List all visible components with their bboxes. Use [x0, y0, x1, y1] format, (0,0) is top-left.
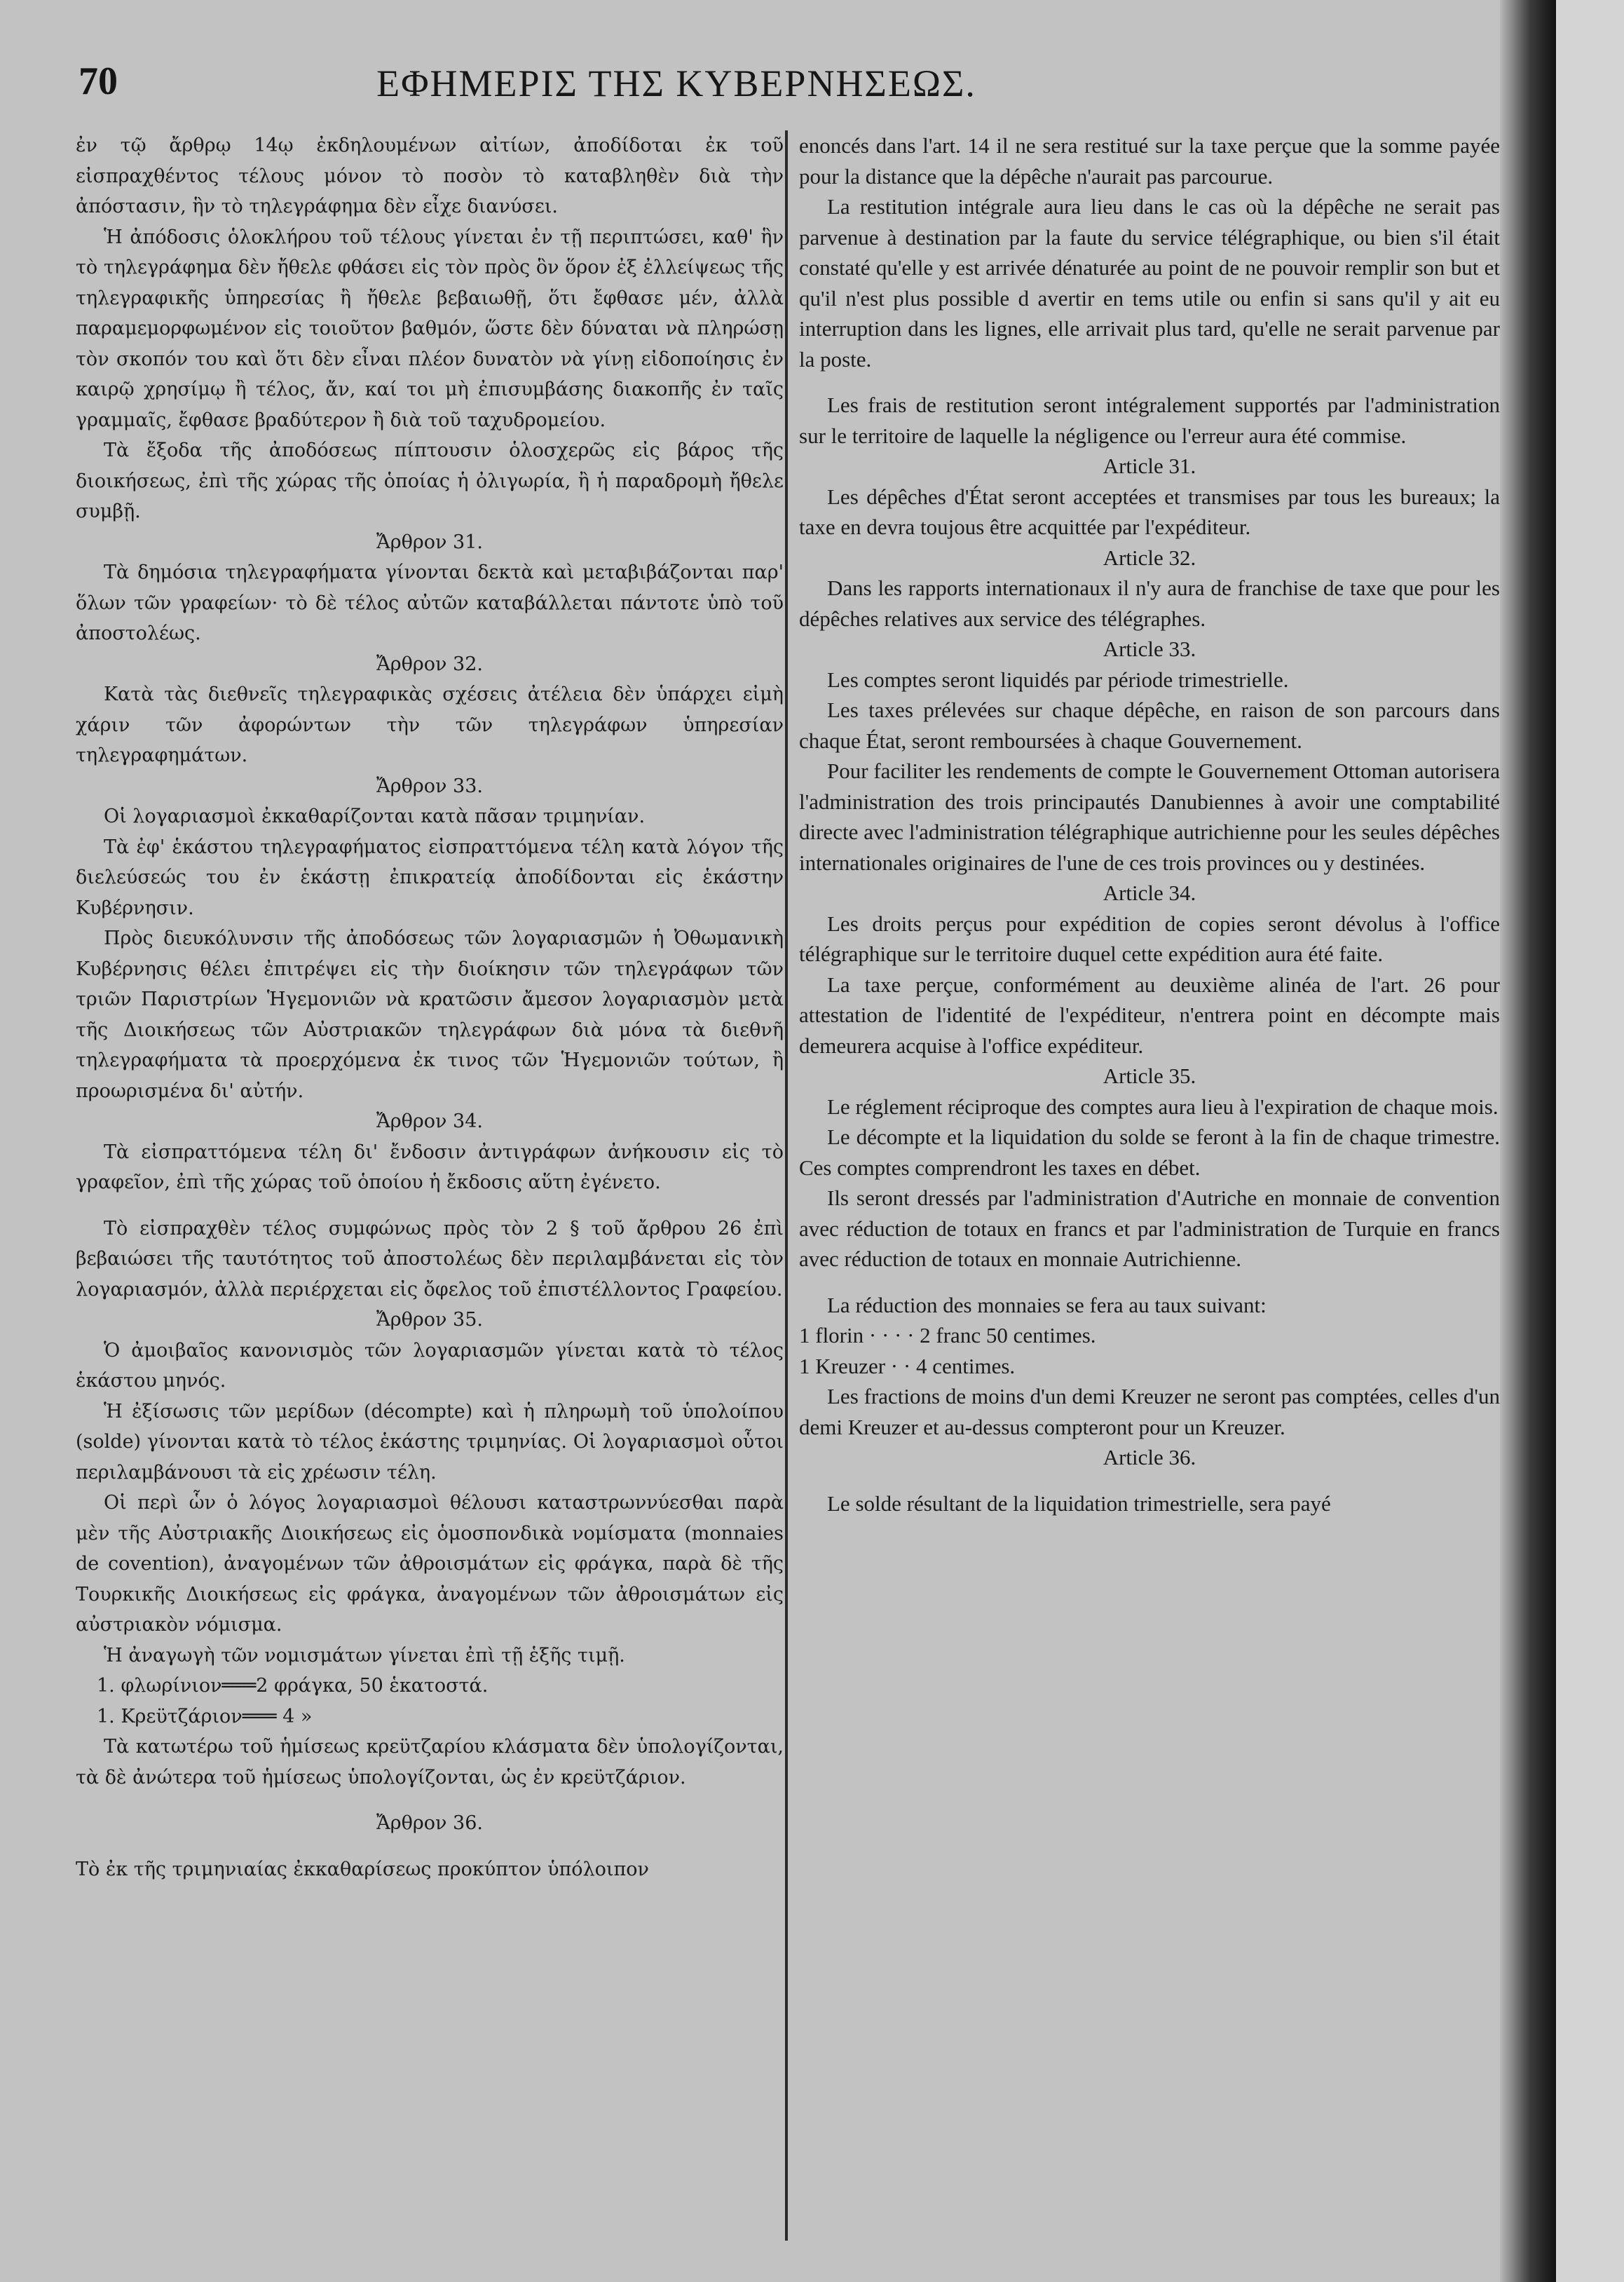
greek-paragraph: Τὰ ἔξοδα τῆς ἀποδόσεως πίπτουσιν ὁλοσχερῶς εἰς βάρος τῆς διοικήσεως, ἐπὶ τῆς χώρας τῆς ὁποίας ἡ ὀλιγωρία, ἢ ἡ παραδρομὴ ἤθελε συμβῇ.: [76, 440, 784, 522]
greek-paragraph: Οἱ λογαριασμοὶ ἐκκαθαρίζονται κατὰ πᾶσαν τριμηνίαν.: [104, 806, 646, 827]
french-paragraph: Les taxes prélevées sur chaque dépêche, en raison de son parcours dans chaque État, seront remboursées à chaque Gouvernement.: [799, 698, 1500, 753]
spacer: [799, 374, 1500, 390]
french-paragraph: enoncés dans l'art. 14 il ne sera restitué sur la taxe perçue que la somme payée pour la distance que la dépêche n'aurait pas parcourue.: [799, 133, 1500, 189]
french-paragraph: La réduction des monnaies se fera au taux suivant:: [827, 1292, 1267, 1317]
french-paragraph: Dans les rapports internationaux il n'y aura de franchise de taxe que pour les dépêches relatives aux service des télégraphes.: [799, 576, 1500, 631]
french-paragraph: Les frais de restitution seront intégralement supportés par l'administration sur le territoire de laquelle la négligence ou l'erreur aura été commise.: [799, 393, 1500, 448]
page-number: 70: [79, 60, 118, 103]
spacer: [76, 1198, 784, 1214]
greek-article-heading: Ἄρθρον 31.: [376, 531, 483, 553]
spacer: [799, 1473, 1500, 1488]
french-paragraph: Le décompte et la liquidation du solde se feront à la fin de chaque trimestre. Ces comptes comprendront les taxes en débet.: [799, 1125, 1500, 1180]
french-paragraph: La taxe perçue, conformément au deuxième alinéa de l'art. 26 pour attestation de l'identité de l'expéditeur, n'entrera point en décompte mais demeurera acquise à l'office expéditeur.: [799, 972, 1500, 1058]
greek-article-heading: Ἄρθρον 36.: [376, 1812, 483, 1834]
column-divider: [785, 130, 788, 2241]
french-paragraph: Les droits perçus pour expédition de copies seront dévolus à l'office télégraphique sur le territoire duquel cette expédition aura été faite.: [799, 911, 1500, 966]
french-paragraph: Le solde résultant de la liquidation trimestrielle, sera payé: [827, 1490, 1331, 1516]
greek-paragraph: Τὰ δημόσια τηλεγραφήματα γίνονται δεκτὰ καὶ μεταβιβάζονται παρ' ὅλων τῶν γραφείων· τὸ δὲ τέλος αὐτῶν καταβάλλεται πάντοτε ὑπὸ τοῦ ἀποστολέως.: [76, 562, 784, 644]
greek-article-heading: Ἄρθρον 34.: [376, 1111, 483, 1132]
greek-paragraph: ἐν τῷ ἄρθρῳ 14ῳ ἐκδηλουμένων αἰτίων, ἀποδίδοται ἐκ τοῦ εἰσπραχθέντος τέλους μόνον τὸ ποσὸν τὸ καταβληθὲν διὰ τὴν ἀπόστασιν, ἣν τὸ τηλεγράφημα δὲν εἶχε διανύσει.: [76, 135, 784, 217]
greek-paragraph: Ἡ ἐξίσωσις τῶν μερίδων (décompte) καὶ ἡ πληρωμὴ τοῦ ὑπολοίπου (solde) γίνονται κατὰ τὸ τέλος ἑκάστης τριμηνίας. Οἱ λογαριασμοὶ οὗτοι περιλαμβάνουσι τὰ εἰς χρέωσιν τέλη.: [76, 1400, 784, 1483]
adjacent-page-edge: [1556, 0, 1624, 2282]
french-paragraph: La restitution intégrale aura lieu dans le cas où la dépêche ne serait pas parvenue à destination par la faute du service télégraphique, ou bien s'il était constaté qu'elle y est arrivée dénaturée au point de ne pouvoir remplir son but et qu'il n'est plus possible d avertir en tems utile ou enfin si sans qu'il y ait eu interruption dans les lignes, elle arrivait plus tard, qu'elle ne serait parvenue par la poste.: [799, 194, 1500, 372]
greek-paragraph: Οἱ περὶ ὧν ὁ λόγος λογαριασμοὶ θέλουσι καταστρωννύεσθαι παρὰ μὲν τῆς Αὐστριακῆς Διοικήσεως εἰς ὁμοσπονδικὰ νομίσματα (monnaies de covention), ἀναγομένων τῶν ἀθροισμάτων εἰς φράγκα, παρὰ δὲ τῆς Τουρκικῆς Διοικήσεως εἰς φράγκα, ἀναγομένων τῶν ἀθροισμάτων εἰς αὐστριακὸν νόμισμα.: [76, 1492, 784, 1636]
greek-paragraph: Κατὰ τὰς διεθνεῖς τηλεγραφικὰς σχέσεις ἀτέλεια δὲν ὑπάρχει εἰμὴ χάριν τῶν ἀφορώντων τὴν τῶν τηλεγράφων ὑπηρεσίαν τηλεγραφημάτων.: [76, 684, 784, 766]
french-article-heading: Article 35.: [1103, 1064, 1196, 1088]
greek-paragraph: Πρὸς διευκόλυνσιν τῆς ἀποδόσεως τῶν λογαριασμῶν ἡ Ὀθωμανικὴ Κυβέρνησις θέλει ἐπιτρέψει εἰς τὴν διοίκησιν τῶν τηλεγράφων τῶν τριῶν Παριστρίων Ἡγεμονιῶν νὰ κρατῶσιν ἄμεσον λογαριασμὸν μετὰ τῆς Διοικήσεως τῶν Αὐστριακῶν τηλεγράφων διὰ μόνα τὰ διεθνῆ τηλεγραφήματα τὰ προερχόμενα ἐκ τινος τῶν Ἡγεμονιῶν τούτων, ἢ προωρισμένα δι' αὐτήν.: [76, 928, 784, 1102]
greek-paragraph: Ἡ ἀναγωγὴ τῶν νομισμάτων γίνεται ἐπὶ τῇ ἑξῆς τιμῇ.: [104, 1644, 625, 1666]
greek-paragraph: Τὸ εἰσπραχθὲν τέλος συμφώνως πρὸς τὸν 2 § τοῦ ἄρθρου 26 ἐπὶ βεβαιώσει τῆς ταυτότητος τοῦ ἀποστολέως δὲν περιλαμβάνεται εἰς τὸν λογαριασμόν, ἀλλὰ περιέρχεται εἰς ὄφελος τοῦ ἐπιστέλλοντος Γραφείου.: [76, 1217, 784, 1300]
spacer: [799, 1275, 1500, 1290]
french-paragraph: Pour faciliter les rendements de compte le Gouvernement Ottoman autorisera l'administration des trois principautés Danubiennes à avoir une comptabilité directe avec l'administration télégraphique autrichienne pour les seules dépêches internationales originaires de l'une de ces trois provinces ou y destinées.: [799, 759, 1500, 875]
french-article-heading: Article 31.: [1103, 454, 1196, 478]
greek-column: [76, 130, 784, 2269]
spacer: [76, 1793, 784, 1808]
french-article-heading: Article 32.: [1103, 545, 1196, 570]
french-column: [799, 130, 1500, 2269]
greek-paragraph: Ὁ ἀμοιβαῖος κανονισμὸς τῶν λογαριασμῶν γίνεται κατὰ τὸ τέλος ἑκάστου μηνός.: [76, 1339, 784, 1392]
page-header: [70, 57, 1107, 115]
french-rate-line: 1 florin · · · · 2 franc 50 centimes.: [799, 1323, 1096, 1347]
greek-rate-line: 1. φλωρίνιον═══2 φράγκα, 50 ἑκατοστά.: [97, 1675, 489, 1697]
greek-paragraph: Τὰ ἐφ' ἑκάστου τηλεγραφήματος εἰσπραττόμενα τέλη κατὰ λόγον τῆς διελεύσεώς του ἐν ἑκάστῃ ἐπικρατείᾳ ἀποδίδονται εἰς ἑκάστην Κυβέρνησιν.: [76, 836, 784, 919]
french-article-heading: Article 33.: [1103, 637, 1196, 661]
french-paragraph: Le réglement réciproque des comptes aura lieu à l'expiration de chaque mois.: [827, 1094, 1499, 1119]
french-article-heading: Article 34.: [1103, 881, 1196, 905]
greek-paragraph: Τὸ ἐκ τῆς τριμηνιαίας ἐκκαθαρίσεως προκύπτον ὑπόλοιπον: [76, 1858, 649, 1880]
greek-paragraph: Ἡ ἀπόδοσις ὁλοκλήρου τοῦ τέλους γίνεται ἐν τῇ περιπτώσει, καθ' ἣν τὸ τηλεγράφημα δὲν ἤθελε φθάσει εἰς τὸν πρὸς ὃν ὅρον ἐξ ἐλλείψεως τῆς τηλεγραφικῆς ὑπηρεσίας ἢ ἤθελε βεβαιωθῇ, ὅτι ἔφθασε μέν, ἀλλὰ παραμεμορφωμένον εἰς τοιοῦτον βαθμόν, ὥστε δὲν δύναται νὰ πληρώσῃ τὸν σκοπόν του καὶ ὅτι δὲν εἶναι πλέον δυνατὸν νὰ γίνῃ εἰδοποίησις ἐν καιρῷ χρησίμῳ ἢ τέλος, ἄν, καί τοι μὴ ἐπισυμβάσης διακοπῆς ἐν ταῖς γραμμαῖς, ἔφθασε βραδύτερον ἢ διὰ τοῦ ταχυδρομείου.: [76, 226, 784, 431]
french-article-heading: Article 36.: [1103, 1445, 1196, 1469]
french-paragraph: Les comptes seront liquidés par période trimestrielle.: [827, 667, 1289, 692]
greek-paragraph: Τὰ εἰσπραττόμενα τέλη δι' ἔνδοσιν ἀντιγράφων ἀνήκουσιν εἰς τὸ γραφεῖον, ἐπὶ τῆς χώρας τοῦ ὁποίου ἡ ἔκδοσις αὕτη ἐγένετο.: [76, 1141, 784, 1193]
french-paragraph: Les dépêches d'État seront acceptées et transmises par tous les bureaux; la taxe en devra toujous être acquittée par l'expéditeur.: [799, 484, 1500, 539]
greek-rate-line: 1. Κρεϋτζάριον═══ 4 »: [97, 1705, 313, 1727]
french-rate-line: 1 Kreuzer · · 4 centimes.: [799, 1353, 1016, 1378]
french-paragraph: Les fractions de moins d'un demi Kreuzer ne seront pas comptées, celles d'un demi Kreuzer et au-dessus compteront pour un Kreuzer.: [799, 1384, 1500, 1439]
book-gutter-shadow: [1500, 0, 1556, 2282]
greek-article-heading: Ἄρθρον 32.: [376, 653, 483, 675]
greek-paragraph: Τὰ κατωτέρω τοῦ ἡμίσεως κρεϋτζαρίου κλάσματα δὲν ὑπολογίζονται, τὰ δὲ ἀνώτερα τοῦ ἡμίσεως ὑπολογίζονται, ὡς ἐν κρεϋτζάριον.: [76, 1736, 784, 1788]
greek-article-heading: Ἄρθρον 33.: [376, 775, 483, 797]
french-paragraph: Ils seront dressés par l'administration d'Autriche en monnaie de convention avec réduction de totaux en francs et par l'administration de Turquie en francs avec réduction de totaux en monnaie Autrichienne.: [799, 1186, 1500, 1271]
greek-article-heading: Ἄρθρον 35.: [376, 1309, 483, 1331]
journal-title: ΕΦΗΜΕΡΙΣ ΤΗΣ ΚΥΒΕΡΝΗΣΕΩΣ.: [376, 62, 976, 104]
spacer: [76, 1839, 784, 1854]
